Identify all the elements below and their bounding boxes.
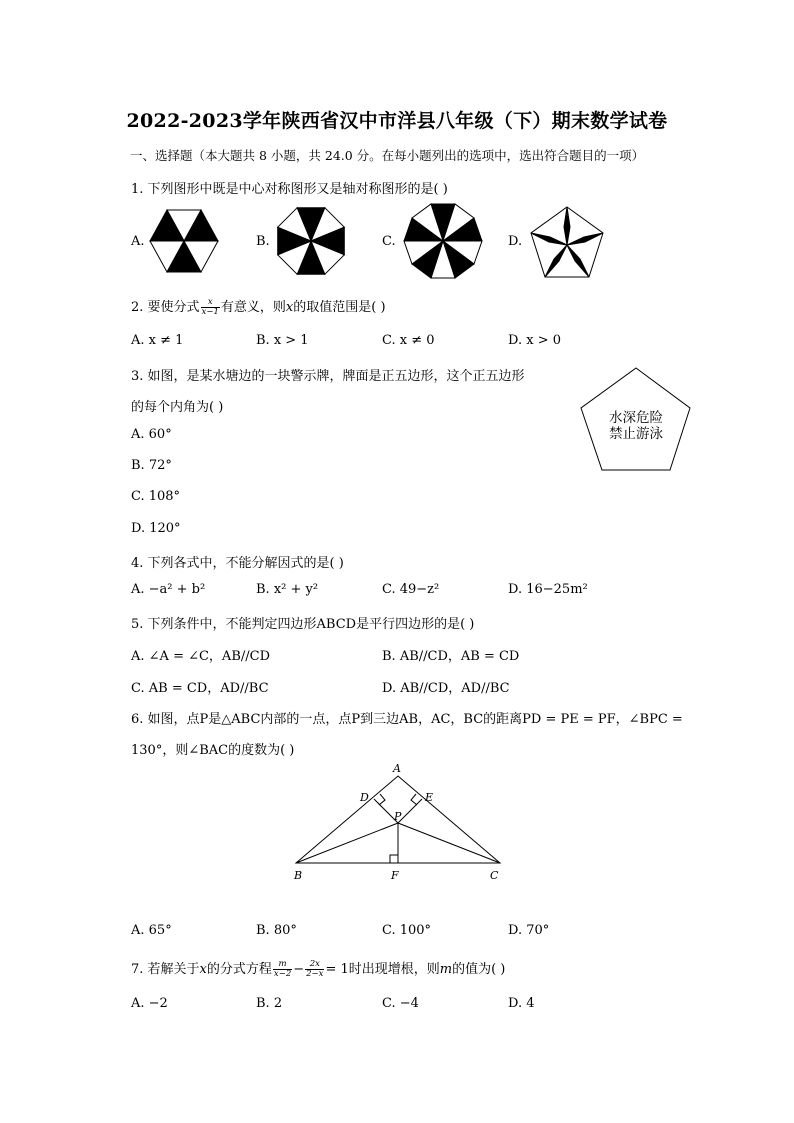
q2-fraction-denominator: x−1 [201,307,219,317]
q7-stem [131,958,505,979]
hexagon-figure [149,204,221,278]
q5-option-b: B. AB//CD，AB = CD [382,649,520,664]
octagon-figure [273,204,349,280]
q6-option-a: A. 65° [131,923,172,938]
q6-option-b: B. 80° [256,923,297,938]
q1-option-b-label: B. [256,234,270,249]
q7-equals: = 1时出现增根，则 [325,962,440,977]
decagon-figure [401,202,485,282]
q5-option-d: D. AB//CD，AD//BC [382,681,510,696]
q7-variable-x: x [199,962,207,977]
pentagon-star-figure [527,203,607,281]
q7-option-c: C. −4 [382,996,419,1011]
q7-fraction-1 [273,960,292,979]
label-a: A [393,762,401,775]
page-title: 2022-2023学年陕西省汉中市洋县八年级（下）期末数学试卷 [126,110,668,132]
sign-text-line1: 水深危险 [609,410,663,426]
label-f: F [391,869,399,882]
triangle-figure [286,760,512,890]
label-b: B [294,869,303,882]
q2-number-text: 2. 要使分式 [131,300,200,315]
q7-fraction-1-numerator: m [273,960,292,970]
sign-text-line2: 禁止游泳 [609,426,663,442]
q1-option-c-label: C. [382,234,396,249]
q5-stem: 5. 下列条件中，不能判定四边形ABCD是平行四边形的是( ) [131,617,475,632]
q7-fraction-2-denominator: 2−x [306,969,324,979]
q6-option-d: D. 70° [508,923,550,938]
q4-option-b: B. x² + y² [256,582,319,597]
q1-option-a-label: A. [131,234,145,249]
q2-option-a: A. x ≠ 1 [131,333,184,348]
section-heading: 一、选择题（本大题共 8 小题，共 24.0 分。在每小题列出的选项中，选出符合题目的一项） [130,148,645,163]
q7-text-b: 的值为( ) [452,962,506,977]
q4-option-c: C. 49−z² [382,582,440,597]
q6-stem-line2: 130°，则∠BAC的度数为( ) [131,743,295,758]
label-e: E [425,791,434,804]
warning-sign-pentagon [576,364,696,474]
q3-option-b: B. 72° [131,458,172,473]
q4-option-d: D. 16−25m² [508,582,588,597]
q7-option-b: B. 2 [256,996,283,1011]
q2-text-a: 有意义，则 [220,300,286,315]
q7-fraction-2 [305,960,324,979]
q7-fraction-2-numerator: 2x [305,960,324,970]
q3-option-a: A. 60° [131,427,172,442]
q2-variable: x [285,300,294,315]
q7-variable-m: m [439,962,453,977]
q2-text-b: 的取值范围是( ) [293,300,386,315]
label-c: C [490,869,499,882]
label-d: D [360,791,369,804]
q1-stem: 1. 下列图形中既是中心对称图形又是轴对称图形的是( ) [131,182,448,197]
q2-option-d: D. x > 0 [508,333,561,348]
q2-option-c: C. x ≠ 0 [382,333,435,348]
q6-option-c: C. 100° [382,923,432,938]
q7-text-a: 的分式方程 [206,962,272,977]
q5-option-c: C. AB = CD，AD//BC [131,681,269,696]
q2-stem [131,296,386,317]
label-p: P [394,810,402,823]
q5-option-a: A. ∠A = ∠C，AB//CD [131,649,271,664]
q3-stem-line1: 3. 如图，是某水塘边的一块警示牌，牌面是正五边形，这个正五边形 [131,369,525,384]
q3-option-c: C. 108° [131,489,181,504]
q7-number-text: 7. 若解关于 [131,962,200,977]
q4-stem: 4. 下列各式中，不能分解因式的是( ) [131,556,344,571]
q1-option-d-label: D. [508,234,523,249]
q2-fraction [201,298,220,317]
q2-option-b: B. x > 1 [256,333,309,348]
q7-minus: − [293,962,305,977]
q4-option-a: A. −a² + b² [131,582,206,597]
q7-option-a: A. −2 [131,996,168,1011]
q7-fraction-1-denominator: x−2 [273,969,292,979]
q3-option-d: D. 120° [131,521,181,536]
q7-option-d: D. 4 [508,996,535,1011]
q2-fraction-numerator: x [201,298,220,308]
q3-stem-line2: 的每个内角为( ) [131,400,224,415]
q6-stem-line1: 6. 如图，点P是△ABC内部的一点，点P到三边AB，AC，BC的距离PD = PE = PF，∠BPC = [131,712,683,727]
